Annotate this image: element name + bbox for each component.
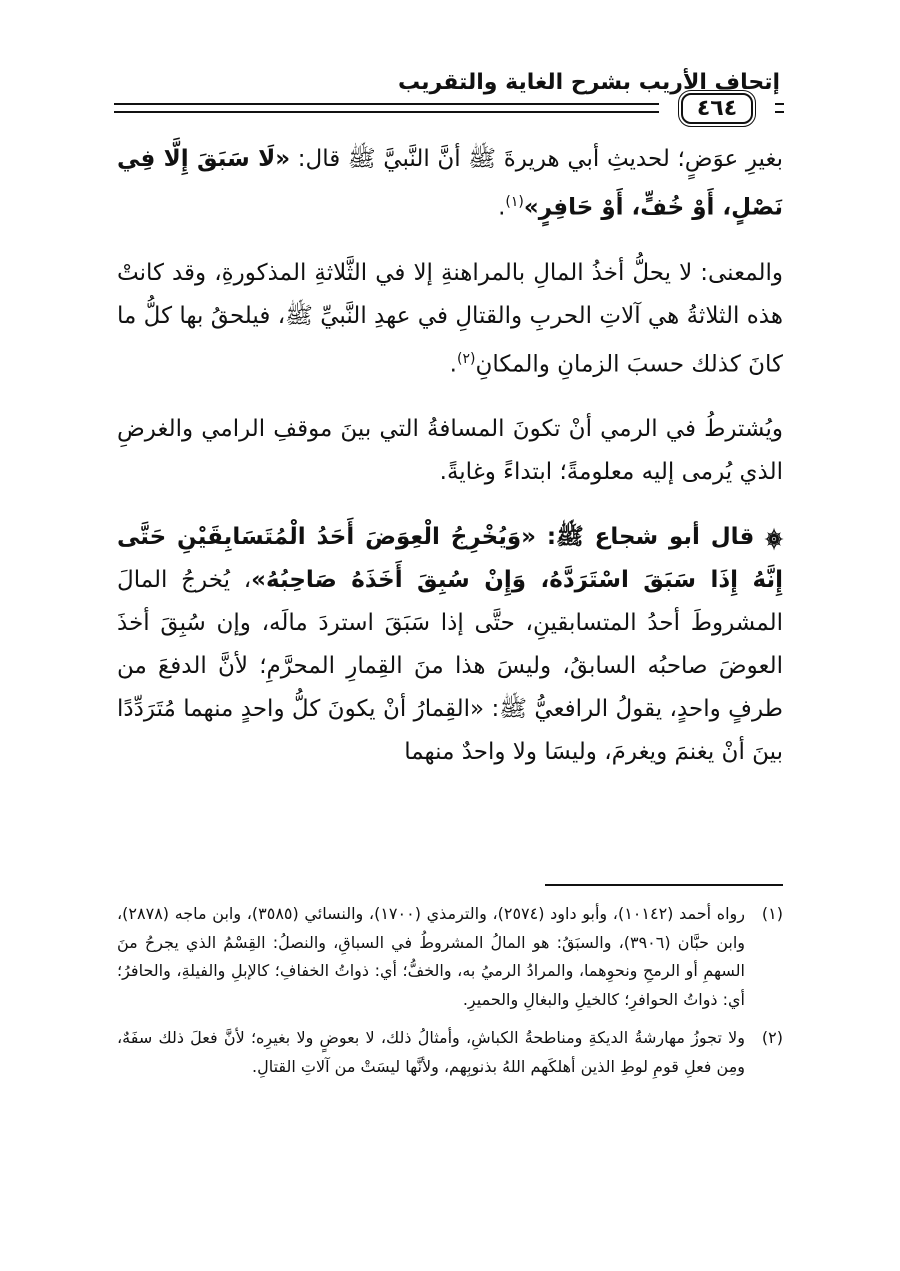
- main-text: [117, 138, 783, 774]
- footnote-ref-2: (٢): [456, 350, 476, 367]
- paragraph-condition: [117, 408, 783, 494]
- running-header-title: إتحاف الأريب بشرح الغاية والتقريب: [397, 70, 780, 95]
- paragraph-gap: [117, 386, 783, 408]
- footnote-number: (٢): [761, 1028, 783, 1047]
- paragraph-meaning: [117, 252, 783, 387]
- paragraph-matn: [117, 516, 783, 774]
- header-rule-left: [114, 103, 659, 113]
- hadith-intro: بغيرِ عوَضٍ؛ لحديثِ أبي هريرةَ ﷺ أنَّ النَّبيَّ ﷺ قال:: [290, 146, 783, 172]
- footnote-item: [117, 900, 783, 1014]
- footnote-ref-1: (١): [505, 194, 524, 210]
- matn-quote: «وَيُخْرِجُ الْعِوَضَ أَحَدُ الْمُتَسَابِقَيْنِ حَتَّى إِنَّهُ إِذَا سَبَقَ اسْتَرَدَّهُ، وَإِنْ سُبِقَ أَخَذَهُ صَاحِبُهُ»: [117, 524, 783, 594]
- paragraph-end: .: [449, 351, 457, 378]
- footnote-text: رواه أحمد (١٠١٤٢)، وأبو داود (٢٥٧٤)، والترمذي (١٧٠٠)، والنسائي (٣٥٨٥)، وابن ماجه (٢٨٧٨)، وابن حبَّان (٣٩٠٦)، والسبَقُ: هو المالُ المشروطُ في السباقِ، والنصلُ: القِسْمُ الذي يجرحُ منَ السهمِ أو الرمحِ ونحوِهما، والمرادُ الرميُ به، والخفُّ؛ أي: ذواتُ الخفافِ؛ كالإبلِ والفيلةِ، والحافرُ؛ أي: ذواتُ الحوافرِ؛ كالخيلِ والبغالِ والحميرِ.: [117, 904, 745, 1009]
- footnote-text: ولا تجوزُ مهارشةُ الديكةِ ومناطحةُ الكباشِ، وأمثالُ ذلك، لا بعوضٍ ولا بغيرِه؛ لأنَّ فعلَ ذلك سفَهٌ، ومِن فعلِ قومِ لوطِ الذين أهلكَهم اللهُ بذنوبِهم، ولأنَّها ليسَتْ من آلاتِ القتالِ.: [117, 1028, 745, 1076]
- meaning-text: والمعنى: لا يحلُّ أخذُ المالِ بالمراهنةِ إلا في الثَّلاثةِ المذكورةِ، وقد كانتْ هذه الثلاثةُ هي آلاتِ الحربِ والقتالِ في عهدِ النَّبيِّ ﷺ، فيلحقُ بها كلُّ ما كانَ كذلك حسبَ الزمانِ والمكانِ: [117, 259, 783, 378]
- paragraph-end: .: [498, 194, 506, 221]
- matn-commentary: ، يُخرجُ المالَ المشروطَ أحدُ المتسابقينِ، حتَّى إذا سَبَقَ استردَ مالَه، وإن سُبِقَ أخذَ العوضَ صاحبُه السابقُ، وليسَ هذا منَ القِمارِ المحرَّمِ؛ لأنَّ الدفعَ من طرفٍ واحدٍ، يقولُ الرافعيُّ ﷺ: «القِمارُ أنْ يكونَ كلُّ واحدٍ منهما مُتَرَدِّدًا بينَ أنْ يغنمَ ويغرمَ، وليسَا ولا واحدٌ منهما: [117, 567, 783, 766]
- paragraph-hadith: [117, 138, 783, 230]
- header-rule-right: [775, 103, 784, 113]
- footnote-number: (١): [761, 904, 783, 923]
- hadith-quote: «لَا سَبَقَ إِلَّا فِي نَصْلٍ، أَوْ خُفٍّ، أَوْ حَافِرٍ»: [117, 146, 783, 221]
- matn-lead: ۞ قال أبو شجاع ﷺ:: [536, 524, 783, 551]
- footnotes: [117, 900, 783, 1091]
- footnote-separator: [545, 884, 783, 886]
- footnote-item: [117, 1024, 783, 1081]
- paragraph-gap: [117, 230, 783, 252]
- page-number-frame: [662, 90, 772, 126]
- paragraph-gap: [117, 494, 783, 516]
- page-number: ٤٦٤: [681, 93, 753, 124]
- condition-text: ويُشترطُ في الرمي أنْ تكونَ المسافةُ التي بينَ موقفِ الرامي والغرضِ الذي يُرمى إليه معلومةً؛ ابتداءً وغايةً.: [117, 416, 783, 486]
